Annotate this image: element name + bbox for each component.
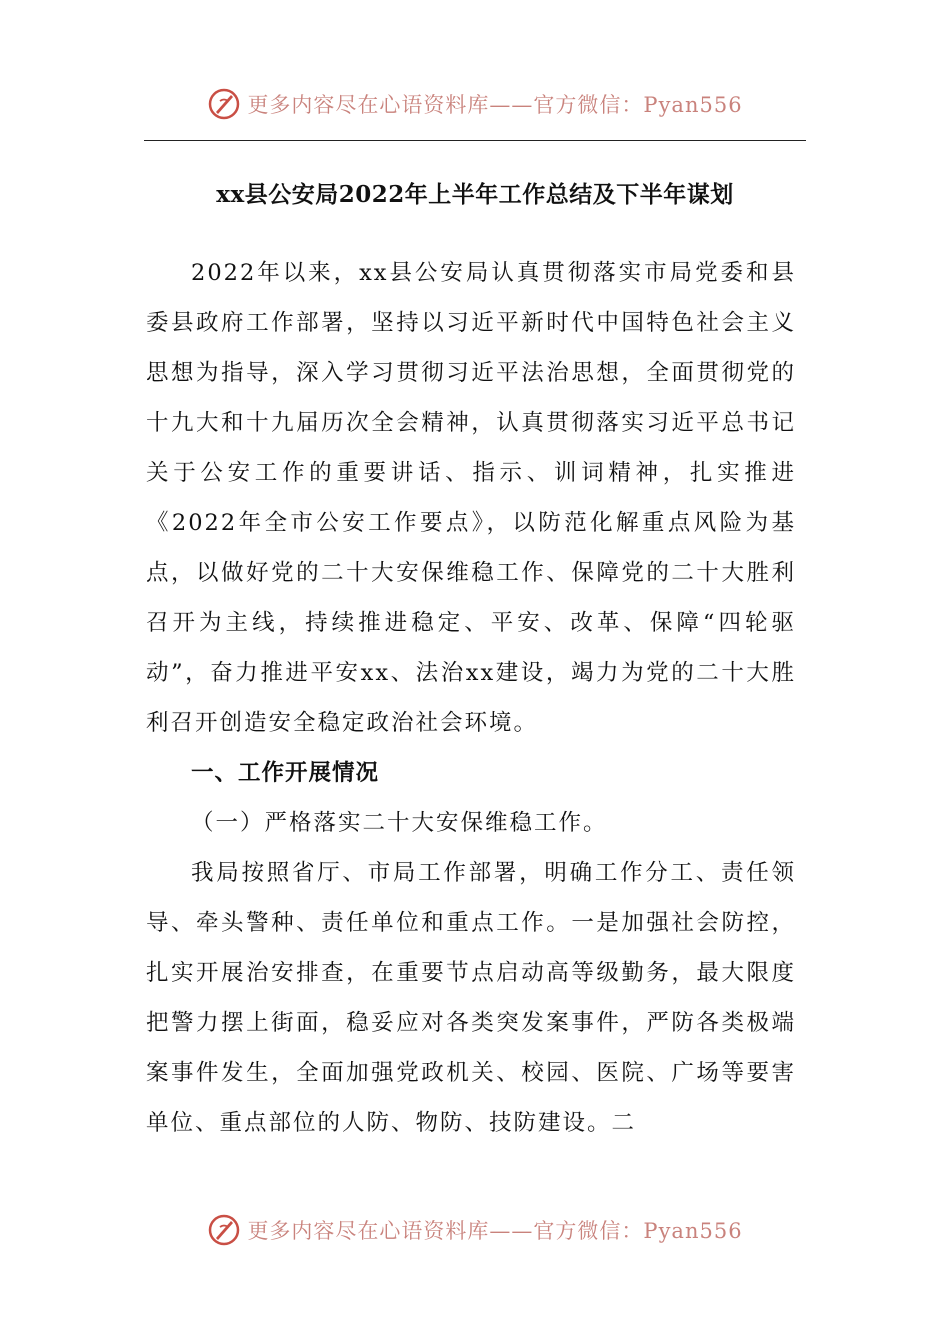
header-divider bbox=[144, 140, 806, 141]
header-banner bbox=[0, 84, 950, 124]
footer-banner bbox=[0, 1210, 950, 1250]
subsection-heading: （一）严格落实二十大安保维稳工作。 bbox=[191, 810, 608, 836]
quill-logo-icon bbox=[207, 87, 241, 121]
document-title: xx县公安局2022年上半年工作总结及下半年谋划 bbox=[216, 181, 734, 208]
intro-paragraph: 2022年以来，xx县公安局认真贯彻落实市局党委和县委县政府工作部署，坚持以习近平新时代中国特色社会主义思想为指导，深入学习贯彻习近平法治思想，全面贯彻党的十九大和十九届历次全会精神，认真贯彻落实习近平总书记关于公安工作的重要讲话、指示、训词精神，扎实推进《2022年全市公安工作要点》，以防范化解重点风险为基点，以做好党的二十大安保维稳工作、保障党的二十大胜利召开为主线，持续推进稳定、平安、改革、保障“四轮驱动”，奋力推进平安xx、法治xx建设，竭力为党的二十大胜利召开创造安全稳定政治社会环境。 bbox=[146, 260, 796, 736]
footer-banner-text: 更多内容尽在心语资料库——官方微信：Pyan556 bbox=[247, 1219, 743, 1243]
subsection-paragraph: 我局按照省厅、市局工作部署，明确工作分工、责任领导、牵头警种、责任单位和重点工作。一是加强社会防控，扎实开展治安排查，在重要节点启动高等级勤务，最大限度把警力摆上街面，稳妥应对各类突发案事件，严防各类极端案事件发生，全面加强党政机关、校园、医院、广场等要害单位、重点部位的人防、物防、技防建设。二 bbox=[146, 860, 796, 1136]
document-body bbox=[146, 248, 796, 1148]
quill-logo-icon bbox=[207, 1213, 241, 1247]
header-banner-text: 更多内容尽在心语资料库——官方微信：Pyan556 bbox=[247, 93, 743, 117]
section-heading: 一、工作开展情况 bbox=[191, 760, 380, 786]
